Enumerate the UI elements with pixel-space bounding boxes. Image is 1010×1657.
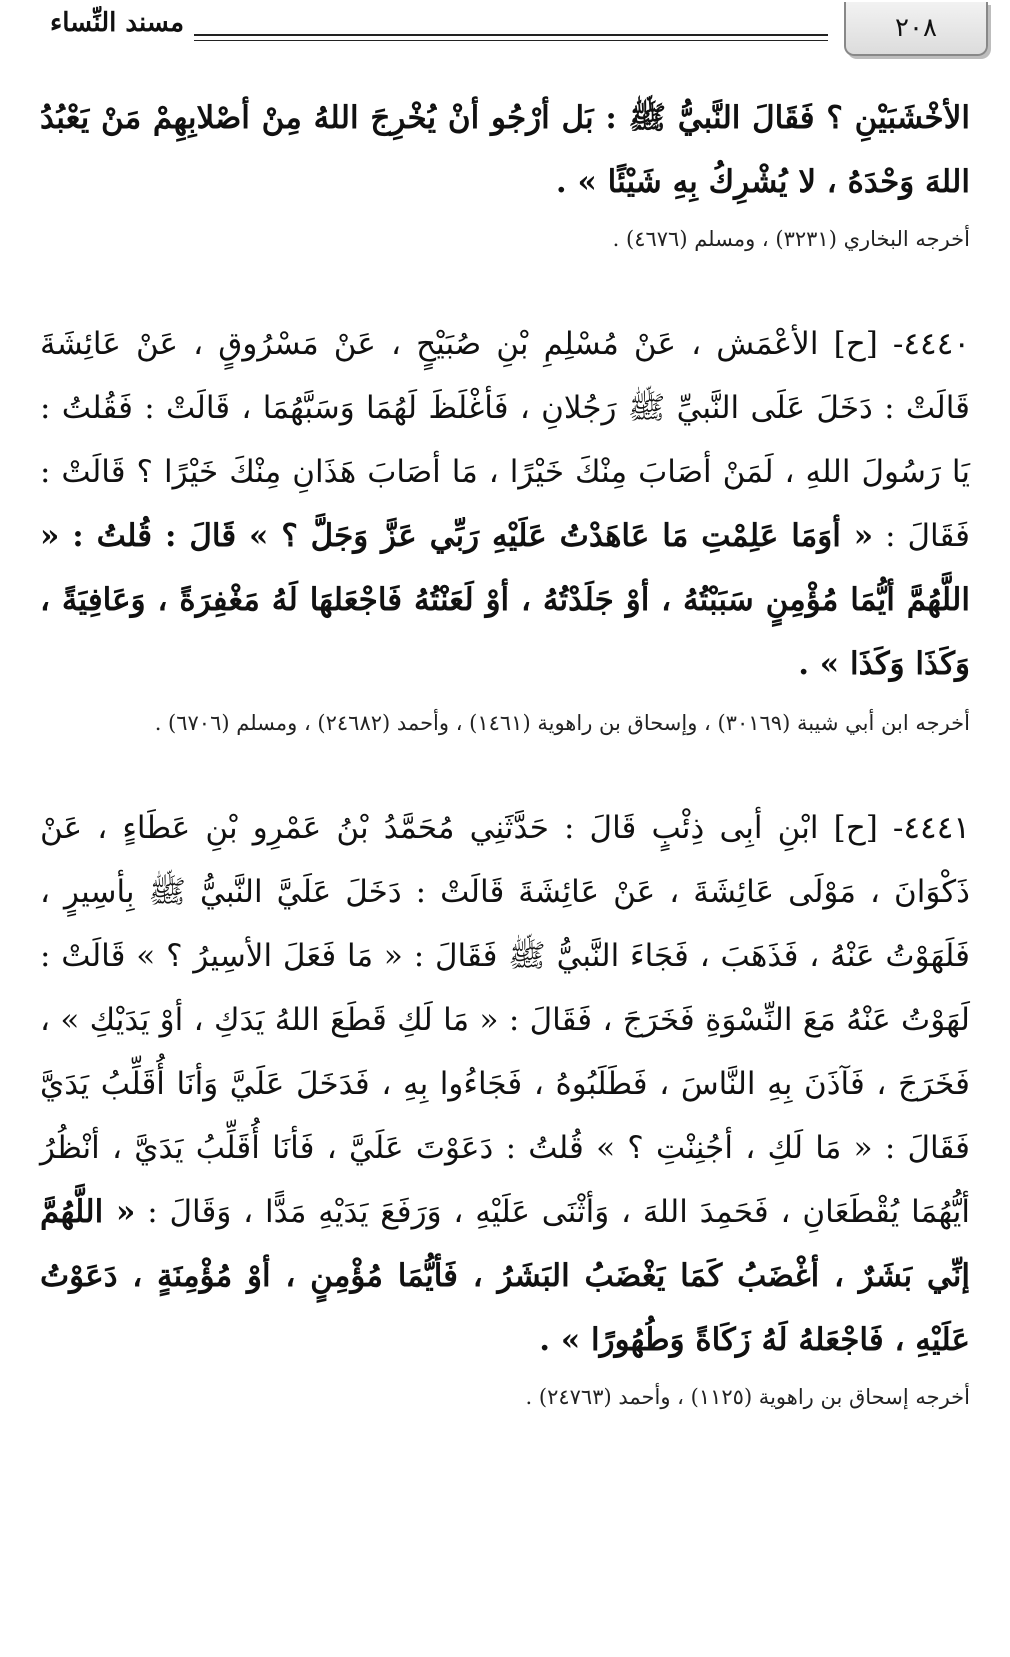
takhrij-reference: أخرجه إسحاق بن راهوية (١١٢٥) ، وأحمد (٢٤٧٦٣) . bbox=[525, 1385, 970, 1409]
page-number: ٢٠٨ bbox=[844, 2, 988, 56]
hadith-quote: « أوَمَا عَلِمْتِ مَا عَاهَدْتُ عَلَيْهِ رَبِّي عَزَّ وَجَلَّ ؟ » قَالَ : قُلتُ : « اللَّهُمَّ أيُّمَا مُؤْمِنٍ سَبَبْتُهُ ، أوْ جَلَدْتُهُ ، أوْ لَعَنْتُهُ فَاجْعَلهَا لَهُ مَغْفِرَةً ، وَعَافِيَةً ، وَكَذَا وَكَذَا » . bbox=[40, 518, 970, 682]
hadith-narration: ٤٤٤٠- [ح] الأعْمَش ، عَنْ مُسْلِمِ بْنِ صُبَيْحٍ ، عَنْ مَسْرُوقٍ ، عَنْ عَائِشَةَ قَالَتْ : دَخَلَ عَلَى النَّبيِّ ﷺ رَجُلانِ ، فَأغْلَظَ لَهُمَا وَسَبَّهُمَا ، قَالَتْ : فَقُلتُ : يَا رَسُولَ اللهِ ، لَمَنْ أصَابَ مِنْكَ خَيْرًا ، مَا أصَابَ هَذَانِ مِنْكَ خَيْرًا ؟ قَالَتْ : فَقَالَ : bbox=[40, 326, 970, 554]
hadith-text bbox=[40, 86, 970, 214]
hadith-text bbox=[40, 796, 970, 1372]
header-rule bbox=[194, 34, 828, 41]
entry-4441 bbox=[40, 796, 970, 1416]
hadith-quote: « اللَّهُمَّ إنِّي بَشَرٌ ، أغْضَبُ كَمَا يَغْضَبُ البَشَرُ ، فَأيُّمَا مُؤْمِنٍ ، أوْ مُؤْمِنَةٍ ، دَعَوْتُ عَلَيْهِ ، فَاجْعَلهُ لَهُ زَكَاةً وَطُهُورًا » . bbox=[40, 1194, 970, 1358]
page-header bbox=[24, 0, 992, 62]
entry-continuation bbox=[40, 86, 970, 258]
hadith-narration: ٤٤٤١- [ح] ابْنِ أبِى ذِئْبٍ قَالَ : حَدَّثَنِي مُحَمَّدُ بْنُ عَمْرِو بْنِ عَطَاءٍ ، عَنْ ذَكْوَانَ ، مَوْلَى عَائِشَةَ ، عَنْ عَائِشَةَ قَالَتْ : دَخَلَ عَلَيَّ النَّبيُّ ﷺ بِأسِيرٍ ، فَلَهَوْتُ عَنْهُ ، فَذَهَبَ ، فَجَاءَ النَّبيُّ ﷺ فَقَالَ : « مَا فَعَلَ الأسِيرُ ؟ » قَالَتْ : لَهَوْتُ عَنْهُ مَعَ النِّسْوَةِ فَخَرَجَ ، فَقَالَ : « مَا لَكِ قَطَعَ اللهُ يَدَكِ ، أوْ يَدَيْكِ » ، فَخَرَجَ ، فَآذَنَ بِهِ النَّاسَ ، فَطَلَبُوهُ ، فَجَاءُوا بِهِ ، فَدَخَلَ عَلَيَّ وَأنَا أُقَلِّبُ يَدَيَّ فَقَالَ : « مَا لَكِ ، أجُنِنْتِ ؟ » قُلتُ : دَعَوْتَ عَلَيَّ ، فَأنَا أُقَلِّبُ يَدَيَّ ، أنْظُرُ أيُّهُمَا يُقْطَعَانِ ، فَحَمِدَ اللهَ ، وَأثْنَى عَلَيْهِ ، وَرَفَعَ يَدَيْهِ مَدًّا ، وَقَالَ : bbox=[40, 810, 970, 1230]
entry-4440 bbox=[40, 312, 970, 742]
hadith-text bbox=[40, 312, 970, 696]
takhrij-reference: أخرجه البخاري (٣٢٣١) ، ومسلم (٤٦٧٦) . bbox=[612, 227, 970, 251]
hadith-quote: الأخْشَبَيْنِ ؟ فَقَالَ النَّبيُّ ﷺ : بَل أرْجُو أنْ يُخْرِجَ اللهُ مِنْ أصْلابِهِمْ مَنْ يَعْبُدُ اللهَ وَحْدَهُ ، لا يُشْرِكُ بِهِ شَيْئًا » . bbox=[40, 100, 970, 200]
takhrij-reference: أخرجه ابن أبي شيبة (٣٠١٦٩) ، وإسحاق بن راهوية (١٤٦١) ، وأحمد (٢٤٦٨٢) ، ومسلم (٦٧٠٦) . bbox=[154, 711, 970, 735]
running-title: مسند النِّساء bbox=[50, 8, 184, 38]
